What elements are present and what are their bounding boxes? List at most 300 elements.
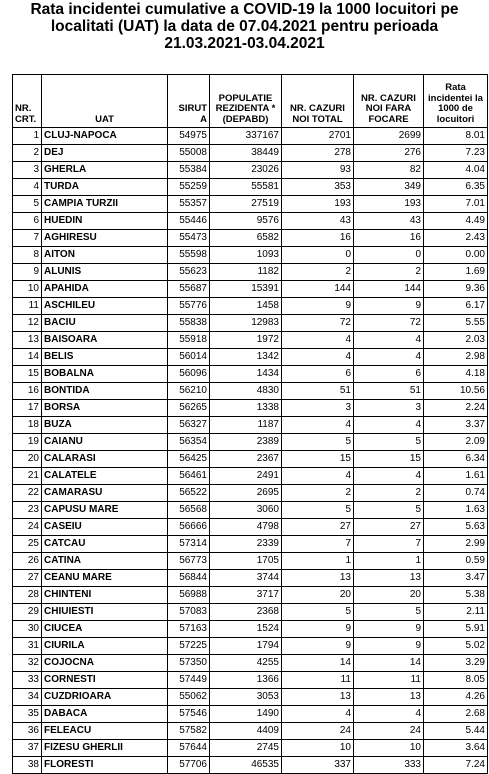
cell-nr-crt: 3 [13, 162, 42, 179]
table-row [13, 332, 488, 349]
cell-uat: CATCAU [42, 536, 168, 553]
cell-population: 1490 [210, 706, 282, 723]
table-row [13, 366, 488, 383]
cell-incidence-rate: 2.03 [424, 332, 488, 349]
table-header-row [13, 75, 488, 128]
cell-nr-crt: 13 [13, 332, 42, 349]
cell-uat: CAMPIA TURZII [42, 196, 168, 213]
cell-nr-crt: 9 [13, 264, 42, 281]
cell-siruta: 56210 [168, 383, 210, 400]
cell-siruta: 57225 [168, 638, 210, 655]
cell-new-cases-total: 1 [282, 553, 354, 570]
cell-nr-crt: 8 [13, 247, 42, 264]
cell-new-cases-no-outbreaks: 4 [354, 417, 424, 434]
cell-new-cases-total: 2 [282, 264, 354, 281]
cell-uat: ASCHILEU [42, 298, 168, 315]
table-row [13, 230, 488, 247]
cell-population: 1705 [210, 553, 282, 570]
cell-uat: BONTIDA [42, 383, 168, 400]
cell-incidence-rate: 5.55 [424, 315, 488, 332]
cell-uat: CATINA [42, 553, 168, 570]
cell-new-cases-total: 16 [282, 230, 354, 247]
cell-nr-crt: 21 [13, 468, 42, 485]
cell-nr-crt: 26 [13, 553, 42, 570]
table-row [13, 196, 488, 213]
cell-siruta: 56844 [168, 570, 210, 587]
cell-siruta: 55598 [168, 247, 210, 264]
cell-new-cases-no-outbreaks: 13 [354, 570, 424, 587]
cell-nr-crt: 30 [13, 621, 42, 638]
table-row [13, 485, 488, 502]
table-row [13, 128, 488, 145]
cell-new-cases-no-outbreaks: 4 [354, 706, 424, 723]
cell-nr-crt: 5 [13, 196, 42, 213]
table-row [13, 145, 488, 162]
cell-new-cases-total: 144 [282, 281, 354, 298]
cell-new-cases-no-outbreaks: 20 [354, 587, 424, 604]
cell-new-cases-no-outbreaks: 43 [354, 213, 424, 230]
cell-incidence-rate: 8.05 [424, 672, 488, 689]
cell-population: 1366 [210, 672, 282, 689]
cell-population: 2368 [210, 604, 282, 621]
cell-new-cases-total: 278 [282, 145, 354, 162]
column-header-siruta: SIRUT A [168, 75, 210, 128]
cell-nr-crt: 7 [13, 230, 42, 247]
cell-incidence-rate: 2.99 [424, 536, 488, 553]
cell-new-cases-no-outbreaks: 333 [354, 757, 424, 774]
cell-incidence-rate: 1.61 [424, 468, 488, 485]
cell-siruta: 56327 [168, 417, 210, 434]
column-header-population: POPULATIE REZIDENTA * (DEPABD) [210, 75, 282, 128]
cell-new-cases-total: 72 [282, 315, 354, 332]
cell-incidence-rate: 2.43 [424, 230, 488, 247]
cell-new-cases-total: 43 [282, 213, 354, 230]
table-row [13, 400, 488, 417]
cell-new-cases-no-outbreaks: 5 [354, 502, 424, 519]
cell-new-cases-no-outbreaks: 2 [354, 485, 424, 502]
cell-population: 1093 [210, 247, 282, 264]
cell-siruta: 55776 [168, 298, 210, 315]
cell-population: 55581 [210, 179, 282, 196]
cell-uat: CAMARASU [42, 485, 168, 502]
cell-population: 2491 [210, 468, 282, 485]
cell-siruta: 57706 [168, 757, 210, 774]
cell-population: 27519 [210, 196, 282, 213]
cell-population: 1524 [210, 621, 282, 638]
cell-nr-crt: 37 [13, 740, 42, 757]
cell-nr-crt: 17 [13, 400, 42, 417]
cell-uat: BUZA [42, 417, 168, 434]
cell-new-cases-total: 193 [282, 196, 354, 213]
cell-uat: CIUCEA [42, 621, 168, 638]
cell-incidence-rate: 5.44 [424, 723, 488, 740]
cell-siruta: 55918 [168, 332, 210, 349]
cell-siruta: 56014 [168, 349, 210, 366]
table-row [13, 689, 488, 706]
cell-siruta: 56096 [168, 366, 210, 383]
cell-incidence-rate: 10.56 [424, 383, 488, 400]
cell-new-cases-total: 9 [282, 638, 354, 655]
cell-uat: ALUNIS [42, 264, 168, 281]
cell-new-cases-total: 27 [282, 519, 354, 536]
cell-population: 1794 [210, 638, 282, 655]
cell-siruta: 57350 [168, 655, 210, 672]
cell-siruta: 56461 [168, 468, 210, 485]
table-row [13, 553, 488, 570]
cell-nr-crt: 18 [13, 417, 42, 434]
cell-siruta: 56988 [168, 587, 210, 604]
table-row [13, 468, 488, 485]
column-header-incidence-rate: Rata incidentei la 1000 de locuitori [424, 75, 488, 128]
cell-uat: CASEIU [42, 519, 168, 536]
cell-population: 4798 [210, 519, 282, 536]
cell-population: 38449 [210, 145, 282, 162]
cell-incidence-rate: 4.49 [424, 213, 488, 230]
cell-uat: CHINTENI [42, 587, 168, 604]
table-row [13, 349, 488, 366]
table-row [13, 451, 488, 468]
cell-new-cases-total: 353 [282, 179, 354, 196]
table-row [13, 638, 488, 655]
table-row [13, 740, 488, 757]
cell-new-cases-no-outbreaks: 2 [354, 264, 424, 281]
cell-population: 6582 [210, 230, 282, 247]
cell-siruta: 54975 [168, 128, 210, 145]
cell-new-cases-total: 9 [282, 621, 354, 638]
cell-incidence-rate: 2.09 [424, 434, 488, 451]
cell-incidence-rate: 5.91 [424, 621, 488, 638]
cell-uat: CORNESTI [42, 672, 168, 689]
cell-incidence-rate: 3.37 [424, 417, 488, 434]
cell-population: 1182 [210, 264, 282, 281]
cell-population: 46535 [210, 757, 282, 774]
cell-new-cases-total: 11 [282, 672, 354, 689]
cell-new-cases-no-outbreaks: 10 [354, 740, 424, 757]
cell-siruta: 57546 [168, 706, 210, 723]
cell-nr-crt: 24 [13, 519, 42, 536]
cell-uat: BELIS [42, 349, 168, 366]
cell-population: 23026 [210, 162, 282, 179]
cell-uat: AITON [42, 247, 168, 264]
cell-population: 2745 [210, 740, 282, 757]
cell-new-cases-no-outbreaks: 3 [354, 400, 424, 417]
cell-uat: BAISOARA [42, 332, 168, 349]
title-line-1: Rata incidentei cumulative a COVID-19 la 1000 locuitori pe [30, 1, 459, 18]
cell-uat: CHIUIESTI [42, 604, 168, 621]
cell-siruta: 55062 [168, 689, 210, 706]
cell-uat: FELEACU [42, 723, 168, 740]
table-row [13, 536, 488, 553]
cell-new-cases-no-outbreaks: 24 [354, 723, 424, 740]
cell-uat: TURDA [42, 179, 168, 196]
cell-new-cases-no-outbreaks: 2699 [354, 128, 424, 145]
table-row [13, 315, 488, 332]
cell-new-cases-no-outbreaks: 16 [354, 230, 424, 247]
cell-uat: BACIU [42, 315, 168, 332]
cell-new-cases-no-outbreaks: 193 [354, 196, 424, 213]
cell-population: 1458 [210, 298, 282, 315]
cell-incidence-rate: 0.59 [424, 553, 488, 570]
cell-nr-crt: 16 [13, 383, 42, 400]
cell-new-cases-total: 4 [282, 468, 354, 485]
cell-new-cases-no-outbreaks: 4 [354, 349, 424, 366]
cell-incidence-rate: 2.68 [424, 706, 488, 723]
cell-uat: CEANU MARE [42, 570, 168, 587]
cell-siruta: 57644 [168, 740, 210, 757]
cell-siruta: 56265 [168, 400, 210, 417]
cell-siruta: 55357 [168, 196, 210, 213]
cell-incidence-rate: 5.38 [424, 587, 488, 604]
cell-population: 4830 [210, 383, 282, 400]
cell-incidence-rate: 2.98 [424, 349, 488, 366]
cell-incidence-rate: 8.01 [424, 128, 488, 145]
cell-incidence-rate: 7.24 [424, 757, 488, 774]
cell-population: 1342 [210, 349, 282, 366]
table-row [13, 519, 488, 536]
cell-nr-crt: 12 [13, 315, 42, 332]
cell-new-cases-total: 15 [282, 451, 354, 468]
cell-nr-crt: 27 [13, 570, 42, 587]
cell-incidence-rate: 7.01 [424, 196, 488, 213]
table-row [13, 570, 488, 587]
cell-incidence-rate: 1.69 [424, 264, 488, 281]
cell-new-cases-total: 2701 [282, 128, 354, 145]
cell-population: 1434 [210, 366, 282, 383]
cell-new-cases-total: 2 [282, 485, 354, 502]
table-row [13, 706, 488, 723]
cell-population: 4255 [210, 655, 282, 672]
cell-new-cases-no-outbreaks: 82 [354, 162, 424, 179]
cell-population: 2339 [210, 536, 282, 553]
cell-incidence-rate: 1.63 [424, 502, 488, 519]
cell-new-cases-total: 7 [282, 536, 354, 553]
cell-nr-crt: 23 [13, 502, 42, 519]
cell-new-cases-no-outbreaks: 144 [354, 281, 424, 298]
cell-siruta: 56522 [168, 485, 210, 502]
cell-new-cases-total: 5 [282, 502, 354, 519]
cell-siruta: 56568 [168, 502, 210, 519]
cell-incidence-rate: 3.47 [424, 570, 488, 587]
cell-population: 2389 [210, 434, 282, 451]
cell-siruta: 57582 [168, 723, 210, 740]
cell-incidence-rate: 0.74 [424, 485, 488, 502]
cell-new-cases-no-outbreaks: 5 [354, 434, 424, 451]
cell-nr-crt: 34 [13, 689, 42, 706]
cell-population: 337167 [210, 128, 282, 145]
cell-nr-crt: 22 [13, 485, 42, 502]
cell-incidence-rate: 7.23 [424, 145, 488, 162]
cell-uat: COJOCNA [42, 655, 168, 672]
cell-new-cases-no-outbreaks: 72 [354, 315, 424, 332]
cell-siruta: 55623 [168, 264, 210, 281]
cell-siruta: 56425 [168, 451, 210, 468]
cell-nr-crt: 36 [13, 723, 42, 740]
cell-incidence-rate: 3.64 [424, 740, 488, 757]
cell-nr-crt: 1 [13, 128, 42, 145]
cell-new-cases-no-outbreaks: 9 [354, 621, 424, 638]
cell-new-cases-total: 3 [282, 400, 354, 417]
cell-siruta: 57083 [168, 604, 210, 621]
cell-new-cases-total: 10 [282, 740, 354, 757]
cell-new-cases-total: 13 [282, 689, 354, 706]
cell-nr-crt: 4 [13, 179, 42, 196]
column-header-new-cases-total: NR. CAZURI NOI TOTAL [282, 75, 354, 128]
table-row [13, 723, 488, 740]
cell-nr-crt: 25 [13, 536, 42, 553]
document-title [0, 0, 489, 56]
cell-population: 3060 [210, 502, 282, 519]
cell-nr-crt: 20 [13, 451, 42, 468]
table-row [13, 383, 488, 400]
cell-population: 12983 [210, 315, 282, 332]
cell-siruta: 55259 [168, 179, 210, 196]
cell-new-cases-no-outbreaks: 9 [354, 298, 424, 315]
cell-uat: CUZDRIOARA [42, 689, 168, 706]
cell-nr-crt: 10 [13, 281, 42, 298]
cell-nr-crt: 32 [13, 655, 42, 672]
cell-nr-crt: 28 [13, 587, 42, 604]
cell-uat: HUEDIN [42, 213, 168, 230]
cell-uat: CAIANU [42, 434, 168, 451]
column-header-nr-crt: NR. CRT. [13, 75, 42, 128]
cell-incidence-rate: 5.02 [424, 638, 488, 655]
column-header-uat: UAT [42, 75, 168, 128]
cell-new-cases-no-outbreaks: 27 [354, 519, 424, 536]
cell-uat: DABACA [42, 706, 168, 723]
cell-new-cases-total: 13 [282, 570, 354, 587]
cell-siruta: 55008 [168, 145, 210, 162]
cell-siruta: 57163 [168, 621, 210, 638]
cell-new-cases-total: 4 [282, 706, 354, 723]
cell-siruta: 55384 [168, 162, 210, 179]
cell-uat: BORSA [42, 400, 168, 417]
incidence-table [12, 74, 488, 774]
cell-uat: CAPUSU MARE [42, 502, 168, 519]
cell-new-cases-total: 93 [282, 162, 354, 179]
cell-nr-crt: 15 [13, 366, 42, 383]
cell-incidence-rate: 5.63 [424, 519, 488, 536]
cell-population: 1338 [210, 400, 282, 417]
cell-siruta: 57449 [168, 672, 210, 689]
cell-uat: GHERLA [42, 162, 168, 179]
table-row [13, 757, 488, 774]
table-row [13, 213, 488, 230]
cell-new-cases-no-outbreaks: 5 [354, 604, 424, 621]
cell-new-cases-no-outbreaks: 11 [354, 672, 424, 689]
cell-new-cases-no-outbreaks: 9 [354, 638, 424, 655]
cell-new-cases-no-outbreaks: 0 [354, 247, 424, 264]
cell-incidence-rate: 6.35 [424, 179, 488, 196]
cell-new-cases-total: 0 [282, 247, 354, 264]
cell-population: 2367 [210, 451, 282, 468]
cell-new-cases-no-outbreaks: 4 [354, 332, 424, 349]
cell-uat: CALARASI [42, 451, 168, 468]
cell-new-cases-no-outbreaks: 7 [354, 536, 424, 553]
cell-nr-crt: 14 [13, 349, 42, 366]
cell-siruta: 56354 [168, 434, 210, 451]
table-row [13, 264, 488, 281]
cell-nr-crt: 38 [13, 757, 42, 774]
cell-uat: CLUJ-NAPOCA [42, 128, 168, 145]
cell-new-cases-total: 337 [282, 757, 354, 774]
cell-incidence-rate: 0.00 [424, 247, 488, 264]
cell-nr-crt: 31 [13, 638, 42, 655]
table-row [13, 621, 488, 638]
cell-siruta: 55446 [168, 213, 210, 230]
table-row [13, 298, 488, 315]
cell-population: 2695 [210, 485, 282, 502]
table-row [13, 247, 488, 264]
cell-population: 9576 [210, 213, 282, 230]
table-row [13, 179, 488, 196]
cell-population: 3717 [210, 587, 282, 604]
table-row [13, 672, 488, 689]
cell-siruta: 56666 [168, 519, 210, 536]
cell-new-cases-total: 9 [282, 298, 354, 315]
cell-new-cases-total: 24 [282, 723, 354, 740]
cell-population: 3053 [210, 689, 282, 706]
cell-new-cases-no-outbreaks: 14 [354, 655, 424, 672]
cell-incidence-rate: 3.29 [424, 655, 488, 672]
cell-population: 4409 [210, 723, 282, 740]
cell-uat: CIURILA [42, 638, 168, 655]
cell-uat: FLORESTI [42, 757, 168, 774]
cell-uat: DEJ [42, 145, 168, 162]
cell-incidence-rate: 4.18 [424, 366, 488, 383]
cell-new-cases-total: 4 [282, 417, 354, 434]
cell-incidence-rate: 9.36 [424, 281, 488, 298]
table-row [13, 281, 488, 298]
cell-uat: BOBALNA [42, 366, 168, 383]
cell-new-cases-no-outbreaks: 1 [354, 553, 424, 570]
table-row [13, 587, 488, 604]
cell-siruta: 57314 [168, 536, 210, 553]
table-row [13, 655, 488, 672]
table-row [13, 604, 488, 621]
cell-nr-crt: 33 [13, 672, 42, 689]
cell-new-cases-total: 4 [282, 349, 354, 366]
cell-uat: CALATELE [42, 468, 168, 485]
cell-population: 3744 [210, 570, 282, 587]
cell-new-cases-no-outbreaks: 51 [354, 383, 424, 400]
cell-population: 1187 [210, 417, 282, 434]
cell-incidence-rate: 4.26 [424, 689, 488, 706]
cell-new-cases-no-outbreaks: 4 [354, 468, 424, 485]
cell-nr-crt: 2 [13, 145, 42, 162]
cell-nr-crt: 19 [13, 434, 42, 451]
table-row [13, 417, 488, 434]
cell-new-cases-total: 5 [282, 434, 354, 451]
cell-new-cases-total: 5 [282, 604, 354, 621]
cell-new-cases-total: 14 [282, 655, 354, 672]
cell-uat: AGHIRESU [42, 230, 168, 247]
cell-incidence-rate: 6.17 [424, 298, 488, 315]
cell-new-cases-total: 4 [282, 332, 354, 349]
cell-new-cases-no-outbreaks: 6 [354, 366, 424, 383]
cell-incidence-rate: 2.11 [424, 604, 488, 621]
title-line-3: 21.03.2021-03.04.2021 [164, 35, 325, 52]
table-body [13, 128, 488, 774]
cell-siruta: 56773 [168, 553, 210, 570]
cell-incidence-rate: 6.34 [424, 451, 488, 468]
cell-new-cases-no-outbreaks: 349 [354, 179, 424, 196]
table-row [13, 162, 488, 179]
cell-siruta: 55473 [168, 230, 210, 247]
cell-new-cases-no-outbreaks: 276 [354, 145, 424, 162]
cell-incidence-rate: 4.04 [424, 162, 488, 179]
cell-siruta: 55838 [168, 315, 210, 332]
cell-population: 15391 [210, 281, 282, 298]
